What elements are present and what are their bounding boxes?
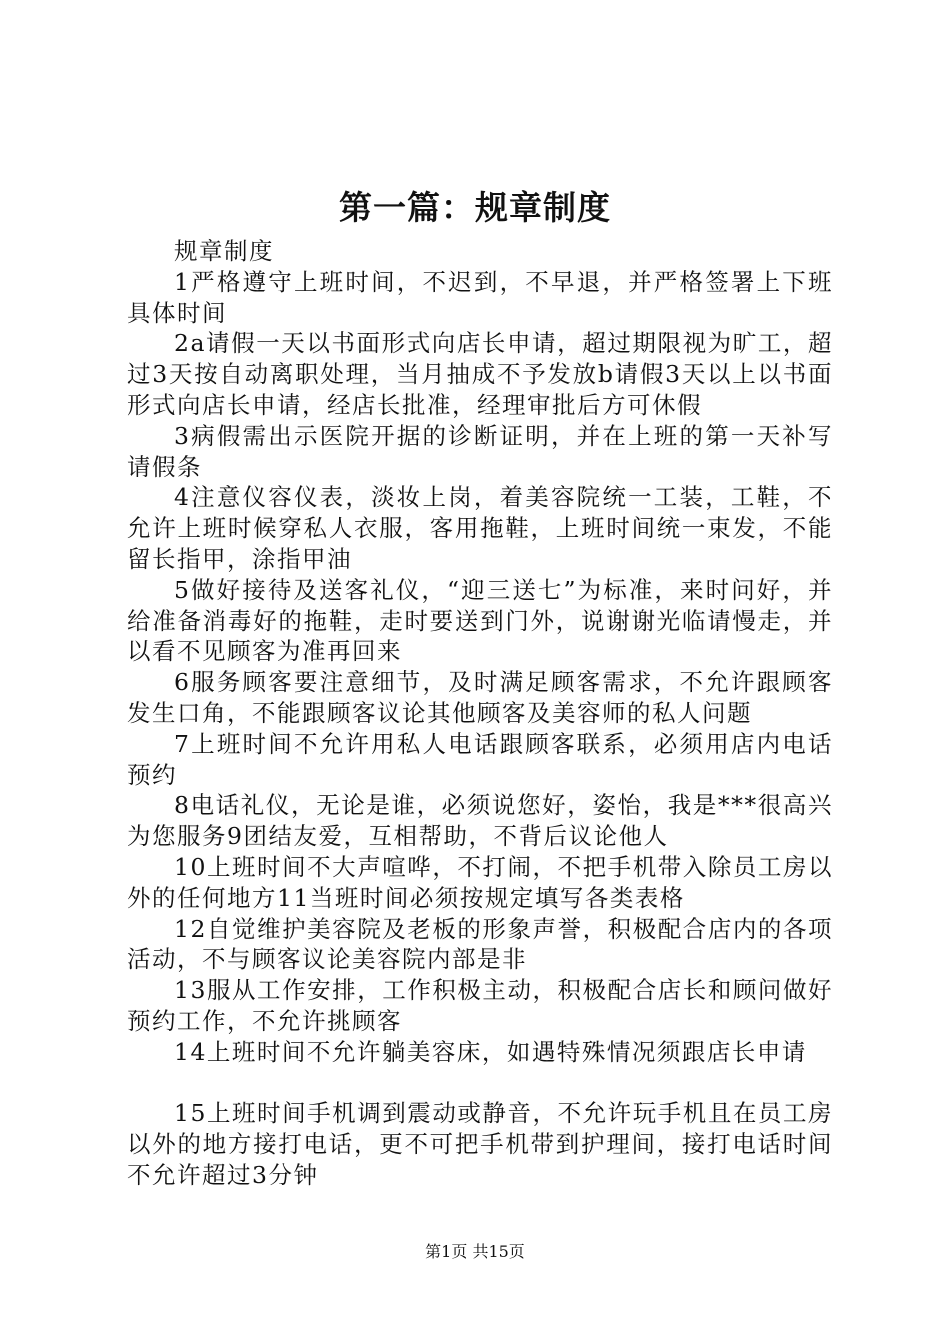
- paragraph-rule-15: 15上班时间手机调到震动或静音，不允许玩手机且在员工房以外的地方接打电话，更不可把手机带到护理间，接打电话时间不允许超过3分钟: [127, 1099, 833, 1189]
- paragraph-rule-10-11: 10上班时间不大声喧哗，不打闹，不把手机带入除员工房以外的任何地方11当班时间必须按规定填写各类表格: [127, 852, 833, 912]
- paragraph-rule-1: 1严格遵守上班时间，不迟到，不早退，并严格签署上下班具体时间: [127, 267, 833, 327]
- document-title: 第一篇：规章制度: [339, 188, 611, 227]
- paragraph-rule-5: 5做好接待及送客礼仪，“迎三送七”为标准，来时问好，并给准备消毒好的拖鞋，走时要送到门外，说谢谢光临请慢走，并以看不见顾客为准再回来: [127, 575, 833, 666]
- paragraph-rule-12: 12自觉维护美容院及老板的形象声誉，积极配合店内的各项活动，不与顾客议论美容院内部是非: [127, 914, 833, 974]
- paragraph-rule-6: 6服务顾客要注意细节，及时满足顾客需求，不允许跟顾客发生口角，不能跟顾客议论其他顾客及美容师的私人问题: [127, 668, 833, 727]
- document-body: [127, 236, 833, 1191]
- page-footer: 第1页 共15页: [425, 1242, 525, 1261]
- paragraph-gap: [127, 1068, 833, 1099]
- paragraph-heading: 规章制度: [174, 237, 274, 265]
- paragraph-rule-7: 7上班时间不允许用私人电话跟顾客联系，必须用店内电话预约: [127, 729, 833, 789]
- paragraph-rule-2: 2a请假一天以书面形式向店长申请，超过期限视为旷工，超过3天按自动离职处理，当月抽成不予发放b请假3天以上以书面形式向店长申请，经店长批准，经理审批后方可休假: [127, 329, 833, 419]
- paragraph-rule-8-9: 8电话礼仪，无论是谁，必须说您好，姿怡，我是***很高兴为您服务9团结友爱，互相帮助，不背后议论他人: [127, 791, 833, 851]
- paragraph-rule-4: 4注意仪容仪表，淡妆上岗，着美容院统一工装，工鞋，不允许上班时候穿私人衣服，客用拖鞋，上班时间统一束发，不能留长指甲，涂指甲油: [127, 483, 833, 573]
- paragraph-rule-13: 13服从工作安排，工作积极主动，积极配合店长和顾问做好预约工作，不允许挑顾客: [127, 976, 833, 1035]
- paragraph-rule-14: 14上班时间不允许躺美容床，如遇特殊情况须跟店长申请: [174, 1037, 807, 1066]
- paragraph-rule-3: 3病假需出示医院开据的诊断证明，并在上班的第一天补写请假条: [127, 421, 833, 481]
